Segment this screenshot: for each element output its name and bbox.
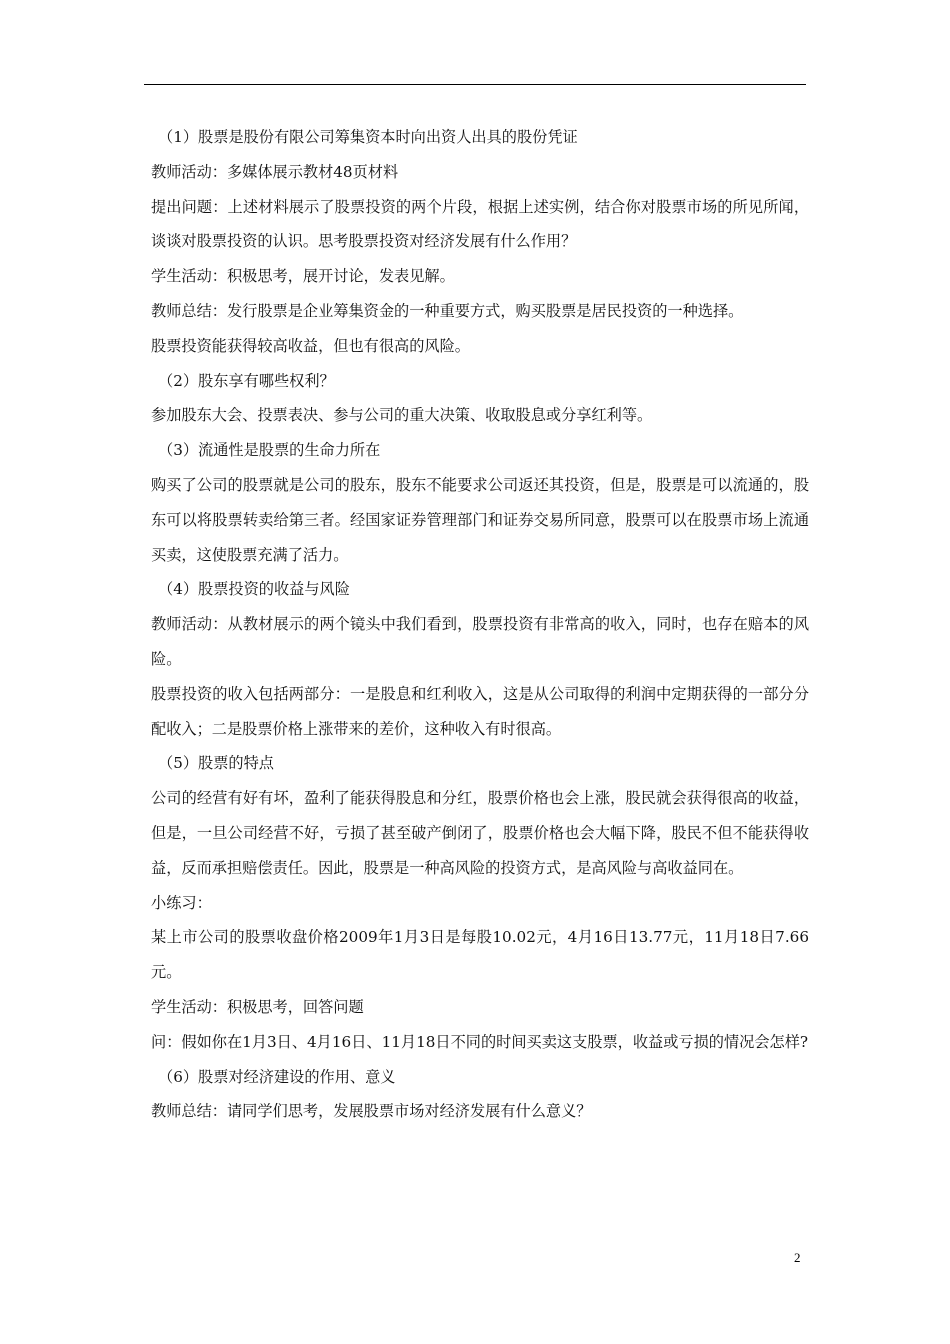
paragraph: 公司的经营有好有坏，盈利了能获得股息和分红，股票价格也会上涨，股民就会获得很高的收益，但是，一旦公司经营不好，亏损了甚至破产倒闭了，股票价格也会大幅下降，股民不但不能获得收益，反而承担赔偿责任。因此，股票是一种高风险的投资方式，是高风险与高收益同在。 bbox=[151, 789, 809, 877]
paragraph: 股票投资的收入包括两部分：一是股息和红利收入，这是从公司取得的利润中定期获得的一部分分配收入；二是股票价格上涨带来的差价，这种收入有时很高。 bbox=[151, 684, 809, 738]
section-heading-2: （2）股东享有哪些权利？ bbox=[158, 371, 335, 390]
paragraph: 教师总结：请同学们思考，发展股票市场对经济发展有什么意义？ bbox=[151, 1102, 592, 1121]
section-heading-6: （6）股票对经济建设的作用、意义 bbox=[158, 1067, 396, 1086]
paragraph: 购买了公司的股票就是公司的股东，股东不能要求公司返还其投资，但是，股票是可以流通的，股东可以将股票转卖给第三者。经国家证券管理部门和证券交易所同意，股票可以在股票市场上流通买卖，这使股票充满了活力。 bbox=[151, 475, 809, 564]
paragraph: 股票投资能获得较高收益，但也有很高的风险。 bbox=[151, 336, 470, 355]
header-rule bbox=[144, 84, 806, 85]
section-heading-5: （5）股票的特点 bbox=[158, 754, 274, 773]
paragraph: 教师活动：从教材展示的两个镜头中我们看到，股票投资有非常高的收入，同时，也存在赔本的风险。 bbox=[151, 615, 809, 668]
section-heading-4: （4）股票投资的收益与风险 bbox=[158, 580, 350, 599]
paragraph: 提出问题：上述材料展示了股票投资的两个片段，根据上述实例，结合你对股票市场的所见所闻，谈谈对股票投资的认识。思考股票投资对经济发展有什么作用？ bbox=[151, 197, 809, 251]
document-body bbox=[144, 120, 809, 1129]
paragraph: 问：假如你在1月3日、4月16日、11月18日不同的时间买卖这支股票，收益或亏损的情况会怎样? bbox=[151, 1032, 809, 1051]
page-number: 2 bbox=[794, 1250, 801, 1265]
paragraph: 教师总结：发行股票是企业筹集资金的一种重要方式，购买股票是居民投资的一种选择。 bbox=[151, 301, 744, 320]
paragraph: 参加股东大会、投票表决、参与公司的重大决策、收取股息或分享红利等。 bbox=[151, 406, 653, 425]
paragraph: 学生活动：积极思考，回答问题 bbox=[151, 997, 364, 1016]
paragraph: 教师活动：多媒体展示教材48页材料 bbox=[151, 162, 399, 181]
paragraph: 学生活动：积极思考，展开讨论，发表见解。 bbox=[151, 267, 455, 286]
section-heading-3: （3）流通性是股票的生命力所在 bbox=[158, 441, 381, 460]
paragraph: 某上市公司的股票收盘价格2009年1月3日是每股10.02元，4月16日13.77元，11月18日7.66元。 bbox=[151, 928, 809, 982]
section-heading-1: （1）股票是股份有限公司筹集资本时向出资人出具的股份凭证 bbox=[158, 128, 578, 146]
paragraph: 小练习： bbox=[151, 893, 212, 912]
